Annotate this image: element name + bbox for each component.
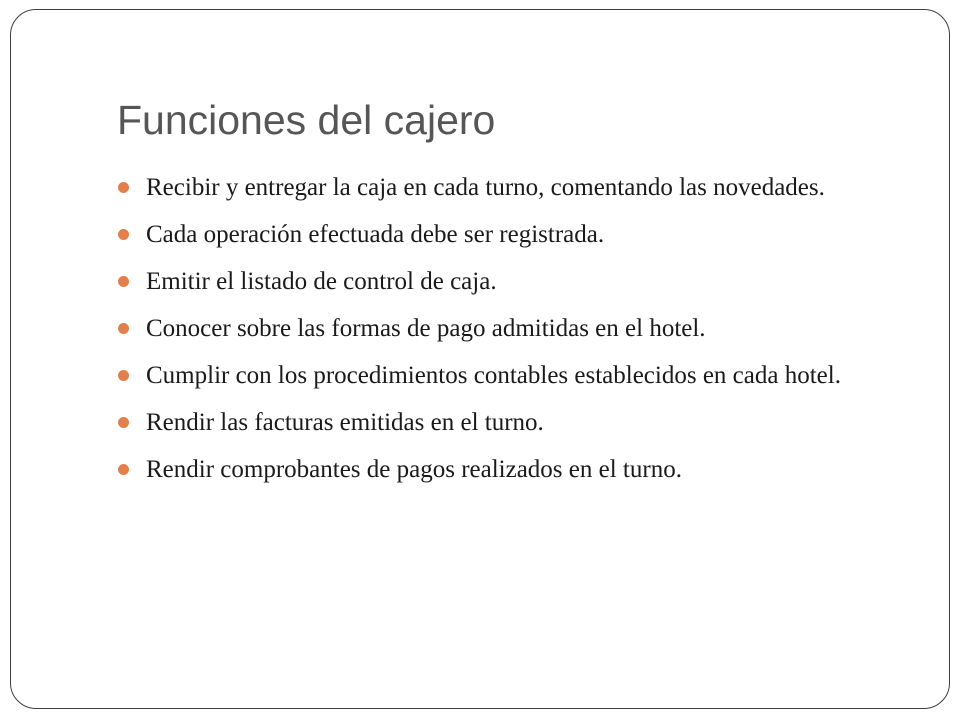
bullet-item bbox=[117, 405, 877, 440]
bullet-text: Rendir comprobantes de pagos realizados en el turno. bbox=[146, 456, 682, 483]
bullet-dot-icon bbox=[118, 182, 129, 193]
bullet-dot-icon bbox=[118, 229, 129, 240]
bullet-item bbox=[117, 358, 877, 393]
bullet-dot-icon bbox=[118, 323, 129, 334]
bullet-item bbox=[117, 311, 877, 346]
bullet-text: Conocer sobre las formas de pago admitidas en el hotel. bbox=[146, 315, 706, 342]
bullet-item bbox=[117, 264, 877, 299]
bullet-text: Emitir el listado de control de caja. bbox=[146, 268, 497, 295]
slide-frame bbox=[10, 9, 950, 709]
bullet-dot-icon bbox=[118, 464, 129, 475]
bullet-text: Cumplir con los procedimientos contables establecidos en cada hotel. bbox=[146, 362, 841, 389]
bullet-item bbox=[117, 217, 877, 252]
bullet-list bbox=[117, 170, 877, 499]
bullet-dot-icon bbox=[118, 417, 129, 428]
slide-title: Funciones del cajero bbox=[117, 97, 496, 143]
bullet-item bbox=[117, 452, 877, 487]
bullet-text: Cada operación efectuada debe ser registrada. bbox=[146, 221, 605, 248]
bullet-dot-icon bbox=[118, 370, 129, 381]
bullet-text: Rendir las facturas emitidas en el turno. bbox=[146, 409, 544, 436]
bullet-text: Recibir y entregar la caja en cada turno, comentando las novedades. bbox=[146, 174, 825, 201]
bullet-dot-icon bbox=[118, 276, 129, 287]
bullet-item bbox=[117, 170, 877, 205]
